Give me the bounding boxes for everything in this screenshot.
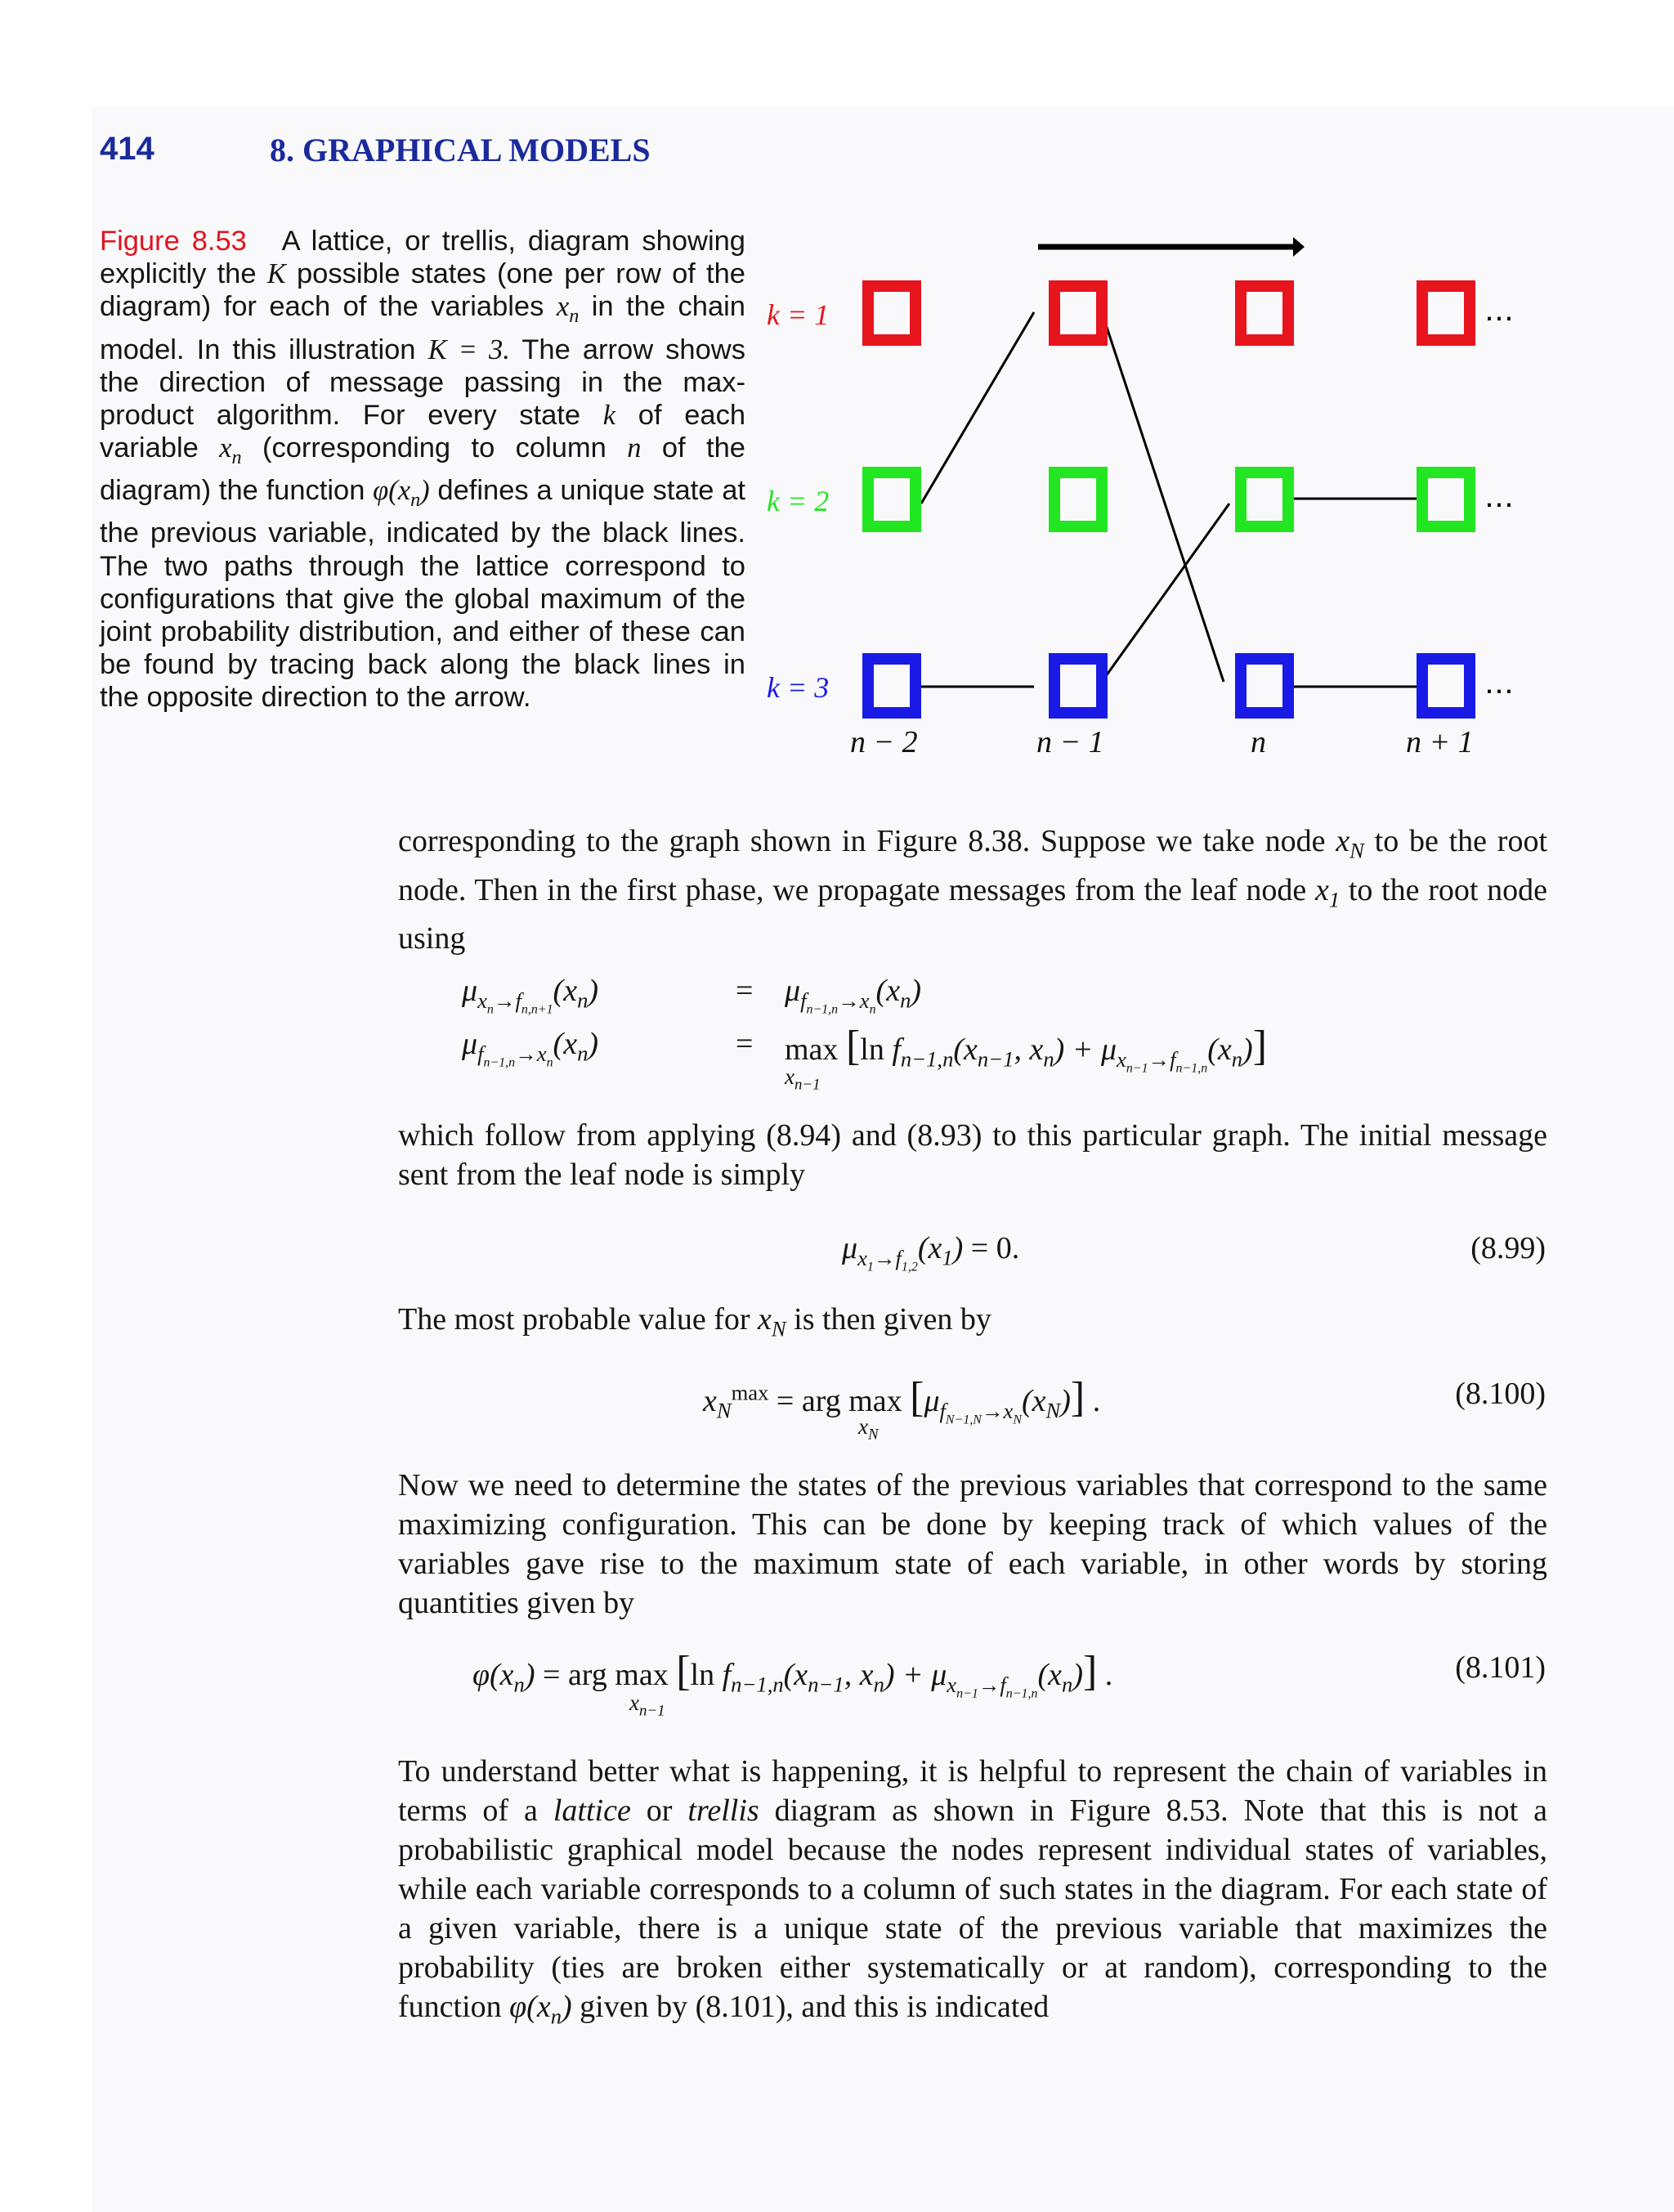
caption-text: in the chain model. In this illustration bbox=[100, 291, 745, 365]
state-node bbox=[868, 286, 915, 340]
path-line bbox=[1102, 312, 1224, 682]
argmax-subscript: $x_N$ bbox=[858, 1414, 879, 1444]
state-node bbox=[1241, 472, 1288, 526]
figure-caption bbox=[100, 225, 745, 714]
state-node bbox=[1241, 659, 1288, 713]
page-number: 414 bbox=[100, 131, 154, 167]
equation-line: max [ln $f_{n-1,n}(x_{n-1}$, $x_n) + \mu_{x_{n-1}\to f_{n-1,n}}(x_n)$] bbox=[785, 1023, 1268, 1075]
caption-text: possible states (one per row of the diagram) for each of the variables bbox=[100, 258, 745, 323]
state-node bbox=[868, 659, 915, 713]
column-label: n + 1 bbox=[1406, 725, 1474, 759]
equation-line: $\mu_{f_{n-1,n}\to x_n}(x_n)$ bbox=[785, 974, 922, 1016]
column-label: n bbox=[1251, 725, 1266, 759]
argmax-subscript: $x_{n-1}$ bbox=[629, 1690, 665, 1720]
equation-equals: = bbox=[736, 1027, 754, 1061]
column-label: n − 1 bbox=[1036, 725, 1104, 759]
caption-symbol: $x_n$ bbox=[556, 291, 580, 328]
caption-symbol: K bbox=[266, 258, 286, 290]
page-header bbox=[100, 131, 1571, 172]
equation-equals: = bbox=[736, 974, 754, 1008]
caption-symbol: k bbox=[602, 399, 616, 431]
path-lines bbox=[921, 312, 1417, 687]
caption-text: A lattice, or trellis, diagram showing explicitly the bbox=[100, 226, 745, 290]
row-label-k1: k = 1 bbox=[767, 298, 830, 331]
equation-line: $\mu_{x_n\to f_{n,n+1}}(x_n)$ bbox=[462, 974, 599, 1016]
state-node bbox=[1422, 472, 1470, 526]
body-paragraph: Now we need to determine the states of the previous variables that correspond to the same maximizing configuration. This can be done by keeping track of which values of the variables gave rise to the maximum state of each variable, in other words by storing quantities given by bbox=[398, 1468, 1547, 1620]
caption-symbol: $\varphi(x_n)$ bbox=[373, 475, 430, 512]
row-label-k2: k = 2 bbox=[767, 485, 830, 517]
body-paragraph: corresponding to the graph shown in Figure 8.38. Suppose we take node $x_N$ to be the root node. Then in the first phase, we propagate messages from the leaf node $x_1$ to the root node using bbox=[398, 824, 1548, 956]
ellipsis: … bbox=[1484, 481, 1514, 514]
caption-symbol: $x_n$ bbox=[219, 432, 242, 468]
column-label: n − 2 bbox=[850, 725, 918, 759]
ellipsis: … bbox=[1484, 667, 1514, 701]
state-node bbox=[868, 472, 915, 526]
equation-number: (8.101) bbox=[1455, 1650, 1546, 1685]
body-paragraph: The most probable value for $x_N$ is then given by bbox=[398, 1302, 991, 1341]
state-node bbox=[1054, 659, 1102, 713]
state-node bbox=[1422, 659, 1470, 713]
caption-text: of each variable bbox=[100, 399, 746, 464]
state-node bbox=[1241, 286, 1288, 340]
caption-equation: K = 3. bbox=[427, 334, 510, 365]
path-line bbox=[921, 312, 1034, 504]
equation-line: $\mu_{f_{n-1,n}\to x_n}(x_n)$ bbox=[462, 1027, 599, 1069]
state-node bbox=[1422, 286, 1470, 340]
equation-number: (8.99) bbox=[1470, 1231, 1546, 1265]
equation-line: $\varphi(x_n)$ = arg max [ln $f_{n-1,n}(x_{n-1}$, $x_n) + \mu_{x_{n-1}\to f_{n-1,n}}(x_n)$] . bbox=[472, 1648, 1113, 1700]
caption-text: of the diagram) the function bbox=[100, 432, 745, 507]
trellis-diagram bbox=[760, 221, 1545, 777]
figure-label: Figure 8.53 bbox=[100, 226, 247, 257]
body-paragraph: To understand better what is happening, it is helpful to represent the chain of variables in terms of a lattice or trellis diagram as shown in Figure 8.53. Note that this is not a probabilistic graphical model because the nodes represent individual states of variables, while each variable corresponds to a column of such states in the diagram. For each state of a given variable, there is a unique state of the previous variable that maximizes the probability (ties are broken either systematically or at random), corresponding to the function $\varphi(x_n)$ given by (8.101), and this is indicated bbox=[398, 1754, 1547, 2029]
caption-text: defines a unique state at the previous variable, indicated by the black lines. The two paths through the lattice correspond to configurations that give the global maximum of the joint probability distribution, and either of these can be found by tracing back along the black lines in the opposite direction to the arrow. bbox=[100, 475, 745, 714]
state-node bbox=[1054, 472, 1102, 526]
equation-number: (8.100) bbox=[1455, 1377, 1546, 1411]
state-node bbox=[1054, 286, 1102, 340]
arrow-head bbox=[1293, 237, 1305, 257]
caption-text: (corresponding to column bbox=[262, 432, 606, 464]
row-label-k3: k = 3 bbox=[767, 671, 830, 704]
caption-symbol: n bbox=[627, 432, 642, 464]
equation-line: $\mu_{x_1\to f_{1,2}}(x_1) = 0$. bbox=[842, 1231, 1020, 1274]
chapter-title: 8. GRAPHICAL MODELS bbox=[270, 132, 651, 168]
max-subscript: $x_{n-1}$ bbox=[785, 1064, 821, 1094]
equation-line: $x_N^{max}$ = arg $\max [\mu_{f_{N-1,N}\to x_N}(x_N)]$ . bbox=[703, 1374, 1101, 1426]
path-line bbox=[1102, 504, 1229, 682]
body-paragraph: which follow from applying (8.94) and (8.93) to this particular graph. The initial message sent from the leaf node is simply bbox=[398, 1118, 1547, 1192]
ellipsis: … bbox=[1484, 294, 1514, 328]
caption-text: The arrow shows the direction of message passing in the max-product algorithm. For every state bbox=[100, 334, 745, 431]
